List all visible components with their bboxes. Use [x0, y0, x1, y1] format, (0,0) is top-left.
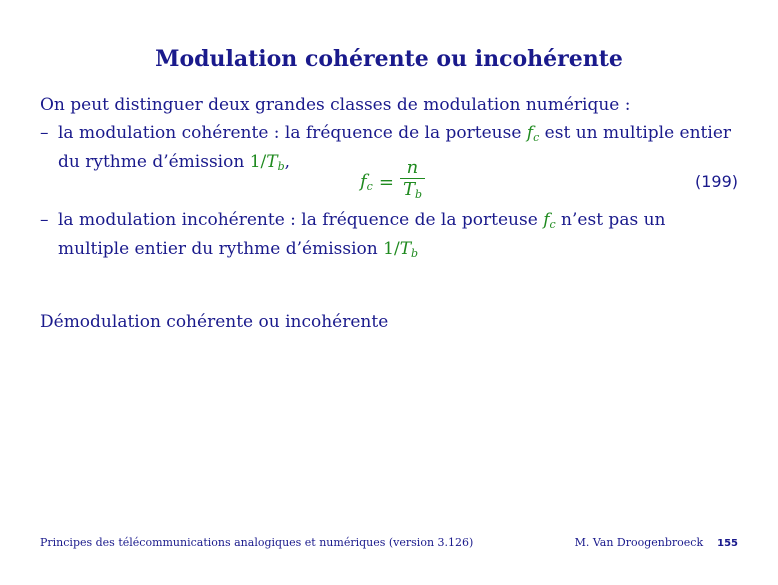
list-item-incoherent — [40, 208, 740, 266]
math-rate: $1/T_b$ — [383, 239, 419, 260]
intro-paragraph: On peut distinguer deux grandes classes de modulation numérique : — [40, 95, 631, 115]
list-dash: – — [40, 123, 49, 143]
slide-title: Modulation cohérente ou incohérente — [155, 46, 623, 72]
math-rate: $1/T_b$ — [249, 152, 285, 173]
footer-course: Principes des télécommunications analogiques et numériques (version 3.126) — [40, 536, 474, 549]
eq-equals: = — [378, 171, 394, 193]
item-text-after: est un multiple entier du rythme d’émission — [58, 123, 732, 172]
list-dash: – — [40, 210, 49, 230]
list-item-text — [58, 208, 740, 266]
math-fc: $f_c$ — [526, 123, 540, 144]
equation-199 — [360, 157, 425, 204]
section-heading: Démodulation cohérente ou incohérente — [40, 312, 389, 332]
math-fc: $f_c$ — [543, 210, 556, 231]
item-text-before: la modulation incohérente : la fréquence de la porteuse — [58, 210, 544, 230]
page-number: 155 — [717, 538, 738, 549]
footer-author: M. Van Droogenbroeck — [574, 536, 704, 549]
equation-number: (199) — [694, 172, 738, 191]
eq-denominator: $T_b$ — [400, 178, 425, 206]
footer-right — [575, 536, 738, 549]
item-end: , — [284, 152, 291, 172]
item-text-before: la modulation cohérente : la fréquence de la porteuse — [58, 123, 527, 143]
item-text-after: n’est pas un multiple entier du rythme d’émission — [58, 210, 666, 259]
eq-fraction — [400, 158, 425, 206]
eq-numerator: n — [406, 157, 419, 178]
eq-lhs: $f_c$ — [360, 171, 373, 193]
